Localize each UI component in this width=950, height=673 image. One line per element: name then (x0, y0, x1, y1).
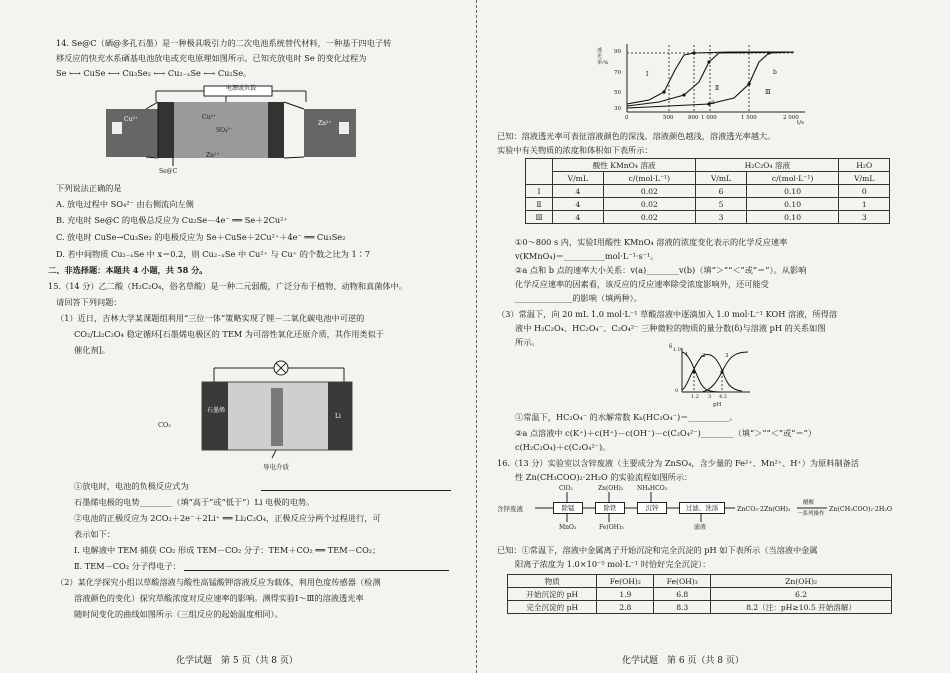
fig-label-graphene: 石墨烯 (207, 407, 226, 414)
cell: 1 (839, 198, 890, 211)
cell: 6.8 (654, 588, 711, 601)
q16-line1: 16.（13 分）实验室以含锌废液（主要成分为 ZnSO₄，含少量的 Fe²⁺、Mn²⁺、H⁺）为原料制备活 (497, 458, 860, 468)
q14-prompt: 下列说法正确的是 (56, 183, 122, 193)
q16-line2: 性 Zn(CH₃COO)₂·2H₂O 的实验流程如图所示： (515, 472, 693, 482)
th-h2o: H₂O (839, 159, 890, 172)
intermediate-product: ZnCO₃·2Zn(OH)₂ (737, 506, 791, 513)
p3-line2: 液中 H₂C₂O₄、HC₂O₄⁻、C₂O₄²⁻ 三种微粒的物质的量分数(δ)与溶液 pH 的关系如图 (515, 323, 826, 333)
left-column (48, 0, 456, 673)
known-1: 已知：溶液透光率可表征溶液颜色的深浅。溶液颜色越浅，溶液透光率越大。 (497, 131, 776, 141)
cell: 6.2 (711, 588, 892, 601)
curve-label-3: 3 (725, 353, 729, 359)
r1b: v(KMnO₄)＝__________mol·L⁻¹·s⁻¹。 (515, 251, 659, 261)
r4: ②a 点溶液中 c(K⁺)＋c(H⁺)－c(OH⁻)－c(C₂O₄²⁻)________（填“＞”“＜”或“＝”） (515, 428, 817, 438)
q15-q1: ①放电时，电池的负极反应式为 (74, 481, 189, 491)
r2b: 化学反应速率的因素看，该反应的反应速率除受浓度影响外，还可能受 (515, 279, 769, 289)
chart-xtick-500: 500 (663, 115, 674, 121)
point-label-a: a (711, 99, 715, 106)
table-row (526, 185, 890, 198)
q15-q2b: 表示如下： (74, 529, 115, 539)
cell: 6 (696, 185, 747, 198)
chart-ylabel: 透光率/% (597, 48, 609, 66)
step-precip-zn: 沉锌 (637, 502, 667, 514)
p3-line1: （3）常温下，向 20 mL 1.0 mol·L⁻¹ 草酸溶液中逐滴加入 1.0 mol·L⁻¹ KOH 溶液，所得溶 (497, 309, 838, 319)
r2c: ______________的影响（填两种）。 (515, 293, 642, 303)
curve-label-1: 1 (685, 352, 689, 358)
curve-label-2: 2 (702, 353, 706, 359)
cell: Ⅲ (526, 211, 553, 224)
p3-line3: 所示。 (515, 337, 540, 347)
chart-xtick-1500: 1 500 (741, 115, 757, 121)
q14-option-c: C. 放电时 CuSe→Cu₃Se₂ 的电极反应为 Se＋CuSe＋2Cu²⁺＋4e⁻ ══ Cu₃Se₂ (56, 232, 346, 242)
cell: 3 (696, 211, 747, 224)
fig-label-cu-mid: Cu²⁺ (202, 114, 217, 121)
reagent-nh4hco3: NH₄HCO₃ (637, 485, 668, 492)
q14-line3: Se ⟷ CuSe ⟷ Cu₃Se₂ ⟷ Cu₂₋ₓSe ⟷ Cu₂Se。 (56, 68, 252, 78)
chart-xlabel: t/s (797, 120, 804, 126)
series-label-3: Ⅲ (765, 89, 771, 96)
fig-label-power: 电源或负载 (226, 85, 257, 92)
th-c: c/(mol·L⁻¹) (603, 172, 696, 185)
chart-xtick-0: 0 (625, 115, 629, 121)
distribution-chart (672, 346, 752, 402)
q15-battery-figure (176, 358, 376, 468)
q14-line2: 移反应的快充水系硒基电池放电或充电原理如图所示。已知充放电时 Se 的变化过程为 (56, 53, 367, 63)
cell: 开始沉淀的 pH (508, 588, 597, 601)
q14-line1: 14. Se@C（硒@多孔石墨）是一种极具吸引力的二次电池系统替代材料，一种基于四电子转 (56, 38, 392, 48)
chart-xtick-800: 800 (688, 115, 699, 121)
point-label-b: b (773, 69, 777, 76)
chart2-xtick: 4.2 (719, 394, 727, 400)
chart-ytick-30: 30 (614, 106, 621, 112)
r3: ①常温下，HC₂O₄⁻ 的水解常数 Kₕ(HC₂O₄⁻)＝__________。 (515, 412, 738, 422)
chart2-xtick: 1.2 (691, 394, 699, 400)
cell: 0.02 (603, 198, 696, 211)
cell: 0.02 (603, 211, 696, 224)
cell: 1.9 (597, 588, 654, 601)
cell: 8.3 (654, 601, 711, 614)
section-2-title: 二、非选择题：本题共 4 小题，共 58 分。 (48, 265, 208, 275)
table-row (526, 211, 890, 224)
chart-xtick-2000: 2 000 (783, 115, 799, 121)
q15-q1b: 石墨烯电极的电势________（填“高于”或“低于”）Li 电极的电势。 (74, 497, 315, 507)
table-row (508, 588, 892, 601)
cell: 4 (553, 185, 604, 198)
step-filter-wash: 过滤、洗涤 (679, 502, 725, 514)
fig-label-medium: 导电介质 (263, 463, 289, 471)
byproduct-feoh3: Fe(OH)₃ (599, 524, 624, 531)
cell: 0 (839, 185, 890, 198)
q14-option-b: B. 充电时 Se@C 的电极总反应为 Cu₂Se－4e⁻ ══ Se＋2Cu²⁺ (56, 215, 288, 225)
th-kmno4: 酸性 KMnO₄ 溶液 (553, 159, 696, 172)
cell: 8.2（注：pH≥10.5 开始溶解） (711, 601, 892, 614)
chart2-xtick: 3 (708, 394, 712, 400)
fig-label-zn-right: Zn²⁺ (318, 120, 332, 127)
q15-p1-line2: CO₂/Li₂C₂O₄ 稳定循环[石墨烯电极区的 TEM 为可溶性氧化还原介质，其作用类似于 (74, 329, 384, 339)
th-h2c2o4: H₂C₂O₄ 溶液 (696, 159, 839, 172)
th-v: V/mL (839, 172, 890, 185)
r2: ②a 点和 b 点的速率大小关系：v(a)________v(b)（填“＞”“＜”或“＝”）。从影响 (515, 265, 807, 275)
q15-q2d: Ⅱ. TEM－CO₂ 分子得电子： (74, 561, 181, 571)
chart2-xlabel: pH (713, 402, 722, 408)
chart-xtick-1000: 1 000 (701, 115, 717, 121)
cell: 4 (553, 198, 604, 211)
fig-label-co2: CO₂ (158, 421, 171, 429)
cell: Ⅱ (526, 198, 553, 211)
chart2-ylabel: δ (669, 344, 673, 350)
step-remove-mn: 除锰 (553, 502, 583, 514)
th-c: c/(mol·L⁻¹) (746, 172, 839, 185)
th-v: V/mL (553, 172, 604, 185)
fig-label-li: Li (335, 413, 341, 420)
known-3: 已知：①常温下，溶液中金属离子开始沉淀和完全沉淀的 pH 如下表所示（当溶液中金属 (497, 545, 818, 555)
cell: 完全沉淀的 pH (508, 601, 597, 614)
r4b: c(H₂C₂O₄)＋c(C₂O₄²⁻)。 (515, 442, 611, 452)
q15-p2-line1: （2）某化学探究小组以草酸溶液与酸性高锰酸钾溶液反应为载体，利用色度传感器（检测 (56, 577, 381, 587)
chart2-ytick: 0 (675, 388, 679, 394)
q15-p1-line1: （1）近日，吉林大学某课题组利用“三位一体”策略实现了锂－二氧化碳电池中可逆的 (56, 313, 365, 323)
cell: Ⅰ (526, 185, 553, 198)
cell: 2.8 (597, 601, 654, 614)
series-label-1: Ⅰ (646, 71, 649, 78)
series-label-2: Ⅱ (715, 85, 720, 92)
transmittance-chart (609, 40, 809, 124)
cell: 0.10 (746, 198, 839, 211)
flow-acid: 醋酸 (803, 500, 815, 506)
th-v: V/mL (696, 172, 747, 185)
byproduct-mno2: MnO₂ (559, 524, 577, 531)
flow-start: 含锌废液 (497, 505, 523, 513)
right-column (497, 0, 897, 673)
table-row (526, 198, 890, 211)
reagent-znoh2: Zn(OH)₂ (598, 485, 624, 492)
cell: Zn(OH)₂ (711, 575, 892, 588)
q15-q2c: Ⅰ. 电解液中 TEM 捕获 CO₂ 形成 TEM－CO₂ 分子：TEM＋CO₂ ══ TEM－CO₂； (74, 545, 381, 555)
known-3b: 阳离子浓度为 1.0×10⁻⁵ mol·L⁻¹ 时恰好完全沉淀）： (515, 559, 711, 569)
fig-label-zn-mid: Zn²⁺ (206, 152, 220, 159)
q14-option-d: D. 若中间物质 Cu₂₋ₓSe 中 x＝0.2，则 Cu₂₋ₓSe 中 Cu²⁺ 与 Cu⁺ 的个数之比为 1∶7 (56, 249, 371, 259)
cell: Fe(OH)₃ (654, 575, 711, 588)
final-product: Zn(CH₃COO)₂·2H₂O (829, 506, 893, 513)
table-row (508, 601, 892, 614)
fig-label-sec: Se@C (159, 168, 178, 175)
known-2: 实验中有关物质的浓度和体积如下表所示： (497, 145, 653, 155)
flow-ops: 一系列操作 (797, 511, 825, 517)
chart2-ytick: 1.0 (673, 347, 681, 353)
cell: 0.10 (746, 211, 839, 224)
answer-blank-2[interactable] (184, 561, 449, 571)
chart-ytick-90: 90 (614, 49, 621, 55)
cell: 5 (696, 198, 747, 211)
cell: 4 (553, 211, 604, 224)
byproduct-filtrate: 滤液 (694, 524, 707, 531)
column-divider (476, 0, 477, 673)
cell: 物质 (508, 575, 597, 588)
q15-p2-line3: 随时间变化的曲线如图所示（三组反应的起始温度相同）。 (74, 609, 283, 619)
q15-line1: 15.（14 分）乙二酸（H₂C₂O₄，俗名草酸）是一种二元弱酸，广泛分布于植物、动物和真菌体中。 (48, 281, 407, 291)
ph-table (507, 574, 892, 614)
cell: 0.02 (603, 185, 696, 198)
reagent-clo2: ClO₂ (559, 485, 573, 492)
fig-label-so4: SO₄²⁻ (216, 127, 234, 134)
q15-p1-line3: 催化剂]。 (74, 345, 110, 355)
cell: 3 (839, 211, 890, 224)
concentration-table (525, 158, 890, 224)
answer-blank-1[interactable] (261, 481, 451, 491)
cell: Fe(OH)₂ (597, 575, 654, 588)
q14-option-a: A. 放电过程中 SO₄²⁻ 由右侧流向左侧 (56, 199, 194, 209)
footer-left: 化学试题 第 5 页（共 8 页） (176, 656, 298, 666)
chart-ytick-50: 50 (614, 90, 621, 96)
q15-p2-line2: 溶液颜色的变化）探究草酸浓度对反应速率的影响。测得实验Ⅰ～Ⅲ的溶液透光率 (74, 593, 364, 603)
q15-q2: ②电池的正极反应为 2CO₂＋2e⁻＋2Li⁺ ══ Li₂C₂O₄，正极反应分两个过程进行，可 (74, 513, 381, 523)
footer-right: 化学试题 第 6 页（共 8 页） (622, 656, 744, 666)
cell: 0.10 (746, 185, 839, 198)
chart-ytick-70: 70 (614, 70, 621, 76)
table-row (508, 575, 892, 588)
r1: ①0～800 s 内，实验Ⅰ用酸性 KMnO₄ 溶液的浓度变化表示的化学反应速率 (515, 237, 788, 247)
q15-line2: 请回答下列问题： (56, 297, 122, 307)
step-remove-fe: 除铁 (595, 502, 625, 514)
fig-label-cu-left: Cu²⁺ (124, 116, 139, 123)
